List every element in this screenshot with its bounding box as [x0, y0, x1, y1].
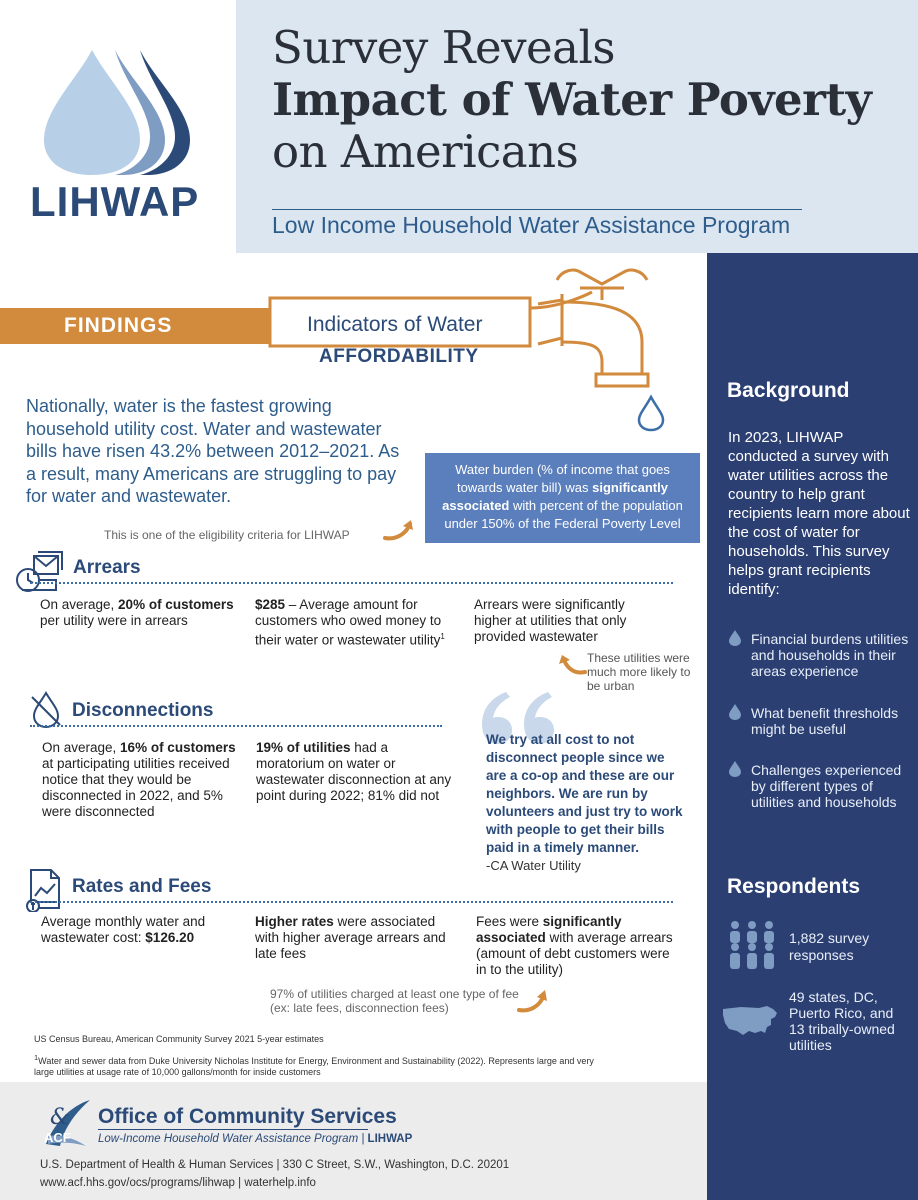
background-bullet-3: Challenges experienced by different types of utilities and households: [751, 762, 902, 810]
bullet-drop-icon: [729, 704, 741, 720]
acf-logo-text: ACF: [44, 1130, 71, 1145]
disc-c2-post: had a moratorium on water or wastewater disconnection at any point during 2022; 81% did not: [256, 740, 452, 803]
header-divider: [272, 209, 802, 210]
arrears-c2-bold: $285: [255, 597, 286, 612]
hhs-address: U.S. Department of Health & Human Services | 330 C Street, S.W., Washington, D.C. 20201: [40, 1159, 510, 1171]
duke-footnote: [34, 1052, 594, 1078]
curved-arrow-icon: [516, 988, 550, 1014]
intro-paragraph: Nationally, water is the fastest growing household utility cost. Water and wastewater bills have risen 43.2% between 2012–2021. As a result, many Americans are struggling to pay for water and wastewater.: [26, 396, 400, 506]
background-text: In 2023, LIHWAP conducted a survey with water utilities across the country to help grant recipients learn more about the cost of water for households. This survey helps grant recipients identify:: [728, 429, 910, 598]
arrears-c1-pre: On average,: [40, 597, 119, 612]
water-burden-post: with percent of the population under 150% of the Federal Poverty Level: [444, 498, 683, 531]
water-burden-pre: Water burden (% of income that goes towards water bill) was: [455, 462, 670, 495]
arrears-c2-sup: 1: [440, 632, 445, 641]
no-water-icon: [30, 689, 62, 729]
water-burden-box: [425, 453, 700, 543]
duke-footnote-sup: 1: [34, 1053, 39, 1062]
acf-logo-icon: [40, 1094, 94, 1150]
arrears-stat-customers: [40, 597, 240, 629]
duke-footnote-text: Water and sewer data from Duke University Nicholas Institute for Energy, Environment and Sustainability (2022). Represents large and very large utilities at usage rate of 10,000 gallons/month for inside customers: [34, 1056, 594, 1077]
background-bullet-1: Financial burdens utilities and households in their areas experience: [751, 631, 909, 679]
arrears-stat-wastewater: Arrears were significantly higher at utilities that only provided wastewater: [474, 597, 627, 644]
water-burden-bold: significantly associated: [442, 480, 668, 513]
urban-note: These utilities were much more likely to be urban: [587, 651, 691, 693]
curved-arrow-icon: [558, 654, 588, 678]
rates-stat-cost: [41, 914, 231, 946]
arrears-stat-amount: [255, 597, 460, 649]
us-map-icon: [721, 1001, 781, 1041]
ocs-program-abbr: LIHWAP: [367, 1133, 413, 1145]
ocs-title: Office of Community Services: [98, 1105, 397, 1128]
disc-c1-post: at participating utilities received notice that they would be disconnected in 2022, and 5% were disconnected: [42, 756, 230, 819]
fees-note: 97% of utilities charged at least one type of fee (ex: late fees, disconnection fees): [270, 987, 519, 1015]
disc-c2-bold: 19% of utilities: [256, 740, 351, 755]
bill-clock-icon: [12, 550, 68, 594]
rates-c1-pre: Average monthly water and wastewater cost:: [41, 914, 206, 945]
title-line-2: Impact of Water Poverty: [272, 73, 872, 126]
disconnections-stat-moratorium: [256, 740, 452, 804]
sidebar: [707, 253, 918, 1200]
rates-c3-pre: Fees were: [476, 914, 543, 929]
page-title: [272, 22, 892, 178]
title-line-1: Survey Reveals: [272, 21, 615, 74]
rates-stat-fees: [476, 914, 676, 978]
disconnections-heading: Disconnections: [72, 700, 214, 721]
quote-source: -CA Water Utility: [486, 858, 581, 873]
disconnections-divider: [30, 725, 442, 727]
disc-c1-pre: On average,: [42, 740, 121, 755]
background-bullet-2: What benefit thresholds might be useful: [751, 705, 899, 737]
disconnections-stat-customers: [42, 740, 242, 820]
bullet-drop-icon: [729, 630, 741, 646]
indicators-heading: Indicators of Water: [307, 313, 483, 336]
census-footnote: US Census Bureau, American Community Survey 2021 5-year estimates: [34, 1034, 324, 1044]
lihwap-logo-text: LIHWAP: [30, 178, 200, 225]
disc-c1-bold: 16% of customers: [120, 740, 236, 755]
affordability-heading: AFFORDABILITY: [319, 346, 479, 367]
rates-c2-post: were associated with higher average arrears and late fees: [255, 914, 446, 961]
eligibility-note: This is one of the eligibility criteria for LIHWAP: [104, 528, 350, 542]
header-subtitle: Low Income Household Water Assistance Program: [272, 212, 791, 238]
arrears-divider: [30, 582, 673, 584]
rates-c3-post: with average arrears (amount of debt customers were in to the utility): [476, 930, 673, 977]
ocs-program-line: Low-Income Household Water Assistance Program | LIHWAP: [98, 1133, 413, 1145]
lihwap-logo-drops-icon: [30, 45, 210, 175]
rates-divider: [30, 901, 673, 903]
bullet-drop-icon: [729, 761, 741, 777]
rate-document-icon: [25, 866, 65, 912]
ocs-divider: [98, 1129, 368, 1130]
arrears-c2-post: – Average amount for customers who owed money to their water or wastewater utility: [255, 597, 442, 648]
rates-c1-bold: $126.20: [145, 930, 195, 945]
arrears-heading: Arrears: [73, 557, 141, 578]
utility-quote: We try at all cost to not disconnect people since we are a co-op and these are our neighbors. We are run by volunteers and just try to work with people to get their bills paid in a timely manner.: [486, 732, 683, 855]
states-coverage: 49 states, DC, Puerto Rico, and 13 tribally-owned utilities: [789, 989, 895, 1053]
rates-heading: Rates and Fees: [72, 876, 212, 897]
responses-count: 1,882 survey responses: [789, 930, 870, 963]
rates-stat-higher: [255, 914, 450, 962]
footer-links[interactable]: www.acf.hhs.gov/ocs/programs/lihwap | waterhelp.info: [40, 1177, 316, 1189]
rates-c2-bold: Higher rates: [255, 914, 334, 929]
acf-logo-amp: &: [50, 1105, 70, 1130]
respondents-heading: Respondents: [727, 875, 861, 898]
arrears-c1-post: per utility were in arrears: [40, 613, 188, 628]
rates-c3-bold: significantly associated: [476, 914, 622, 945]
background-heading: Background: [727, 379, 850, 402]
curved-arrow-icon: [382, 518, 416, 542]
people-group-icon: [725, 919, 779, 971]
arrears-c1-bold: 20% of customers: [118, 597, 234, 612]
title-line-3: on Americans: [272, 125, 579, 178]
findings-label: FINDINGS: [64, 314, 173, 337]
ocs-program-name: Low-Income Household Water Assistance Program: [98, 1133, 359, 1145]
